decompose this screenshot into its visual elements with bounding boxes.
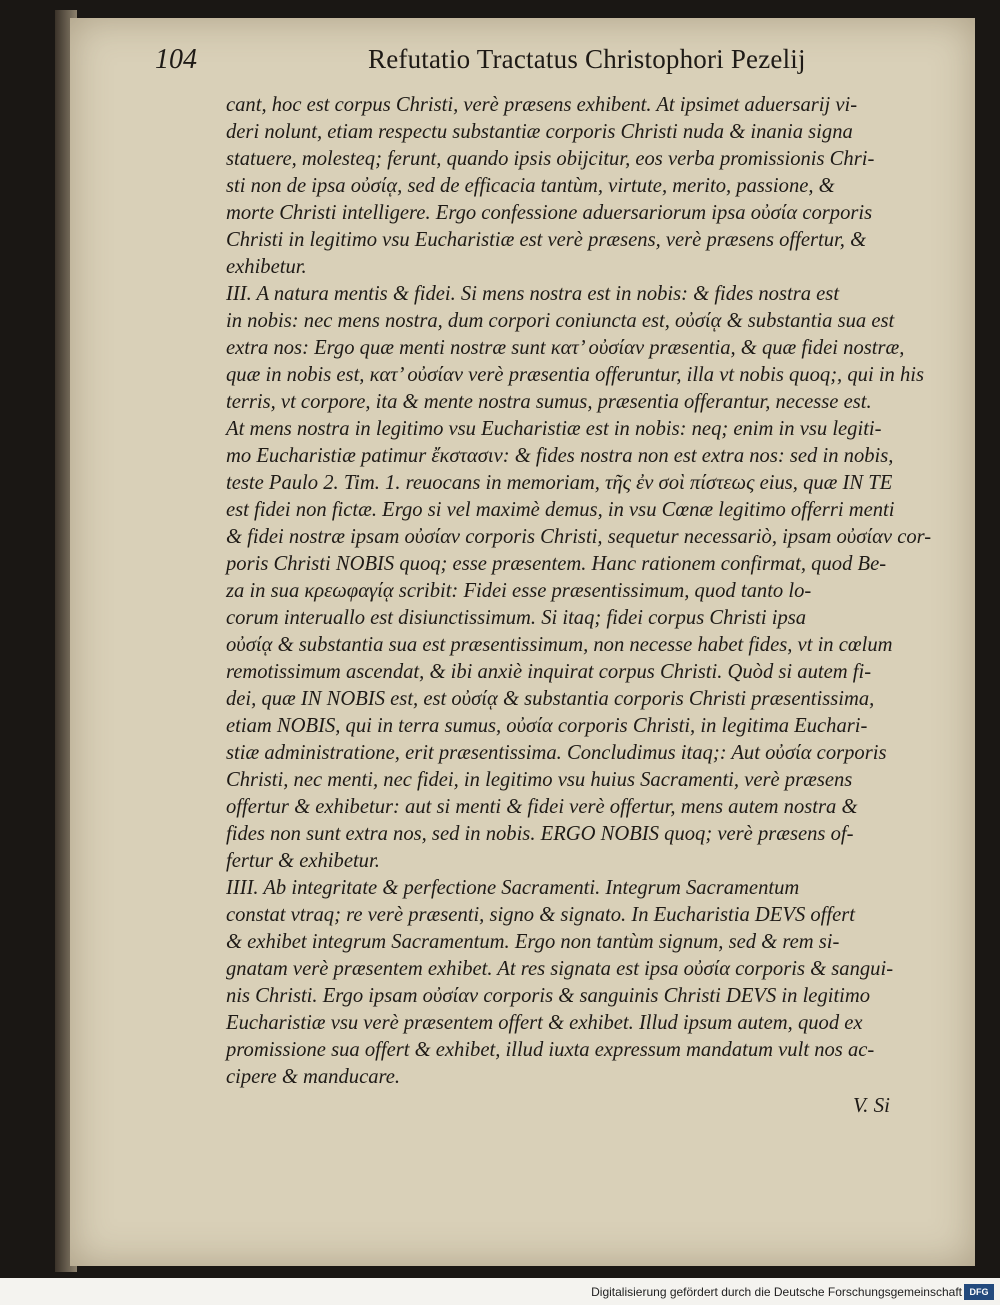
page-header [155,44,895,84]
text-line: sti non de ipsa οὐσίᾳ, sed de efficacia tantùm, virtute, merito, passione, & [226,175,835,197]
funding-notice: Digitalisierung gefördert durch die Deutsche Forschungsgemeinschaft [591,1285,962,1299]
text-line: constat vtraq; re verè præsenti, signo & signato. In Eucharistia DEVS offert [226,904,856,926]
text-line: extra nos: Ergo quæ menti nostræ sunt κατ’ οὐσίαν præsentia, & quæ fidei nostræ, [226,337,905,359]
text-line: terris, vt corpore, ita & mente nostra sumus, præsentia offerantur, necesse est. [226,391,872,413]
text-line: fides non sunt extra nos, sed in nobis. ERGO NOBIS quoq; verè præsens of- [226,823,854,845]
text-line: fertur & exhibetur. [226,850,380,872]
text-line: Eucharistiæ vsu verè præsentem offert & exhibet. Illud ipsum autem, quod ex [226,1012,863,1034]
text-line: mo Eucharistiæ patimur ἔκστασιν: & fides nostra non est extra nos: sed in nobis, [226,445,894,467]
text-line: poris Christi NOBIS quoq; esse præsentem. Hanc rationem confirmat, quod Be- [226,553,887,575]
text-line: Christi, nec menti, nec fidei, in legitimo vsu huius Sacramenti, verè præsens [226,769,853,791]
running-head: Refutatio Tractatus Christophori Pezelij [368,44,806,74]
text-line: cant, hoc est corpus Christi, verè præsens exhibent. At ipsimet aduersarij vi- [226,94,858,116]
catchword: V. Si [853,1093,890,1117]
text-line: cipere & manducare. [226,1066,401,1088]
text-line: At mens nostra in legitimo vsu Eucharistiæ est in nobis: neq; enim in vsu legiti- [226,418,882,440]
text-line: est fidei non fictæ. Ergo si vel maximè demus, in vsu Cœnæ legitimo offerri menti [226,499,895,521]
text-line: dei, quæ IN NOBIS est, est οὐσίᾳ & substantia corporis Christi præsentissima, [226,688,875,710]
text-line: & fidei nostræ ipsam οὐσίαν corporis Christi, sequetur necessariò, ipsam οὐσίαν cor- [226,526,932,548]
text-line: etiam NOBIS, qui in terra sumus, οὐσία corporis Christi, in legitima Euchari- [226,715,868,737]
text-line: remotissimum ascendat, & ibi anxiè inquirat corpus Christi. Quòd si autem fi- [226,661,872,683]
text-line: stiæ administratione, erit præsentissima. Concludimus itaq;: Aut οὐσία corporis [226,742,887,764]
text-line: za in sua κρεωφαγίᾳ scribit: Fidei esse præsentissimum, quod tanto lo- [226,580,812,602]
text-line: in nobis: nec mens nostra, dum corpori coniuncta est, οὐσίᾳ & substantia sua est [226,310,895,332]
text-line: III. A natura mentis & fidei. Si mens nostra est in nobis: & fides nostra est [226,283,840,305]
page-number: 104 [155,44,197,75]
text-line: quæ in nobis est, κατ’ οὐσίαν verè præsentia offeruntur, illa vt nobis quoq;, qui in his [226,364,925,386]
dfg-logo: DFG [964,1284,994,1300]
text-line: Christi in legitimo vsu Eucharistiæ est verè præsens, verè præsens offertur, & [226,229,867,251]
text-line: corum interuallo est disiunctissimum. Si itaq; fidei corpus Christi ipsa [226,607,807,629]
text-line: nis Christi. Ergo ipsam οὐσίαν corporis & sanguinis Christi DEVS in legitimo [226,985,871,1007]
text-line: teste Paulo 2. Tim. 1. reuocans in memoriam, τῆς ἐν σοὶ πίστεως eius, quæ IN TE [226,472,893,494]
footer-bar [0,1280,1000,1305]
text-line: promissione sua offert & exhibet, illud iuxta expressum mandatum vult nos ac- [226,1039,875,1061]
text-line: morte Christi intelligere. Ergo confessione aduersariorum ipsa οὐσία corporis [226,202,873,224]
text-line: οὐσίᾳ & substantia sua est præsentissimum, non necesse habet fides, vt in cœlum [226,634,893,656]
text-line: & exhibet integrum Sacramentum. Ergo non tantùm signum, sed & rem si- [226,931,840,953]
text-line: statuere, molesteq; ferunt, quando ipsis obijcitur, eos verba promissionis Chri- [226,148,875,170]
text-line: deri nolunt, etiam respectu substantiæ corporis Christi nuda & inania signa [226,121,853,143]
body-text [226,92,932,1091]
text-line: offertur & exhibetur: aut si menti & fidei verè offertur, mens autem nostra & [226,796,858,818]
text-line: gnatam verè præsentem exhibet. At res signata est ipsa οὐσία corporis & sangui- [226,958,894,980]
text-line: IIII. Ab integritate & perfectione Sacramenti. Integrum Sacramentum [226,877,800,899]
text-line: exhibetur. [226,256,307,278]
